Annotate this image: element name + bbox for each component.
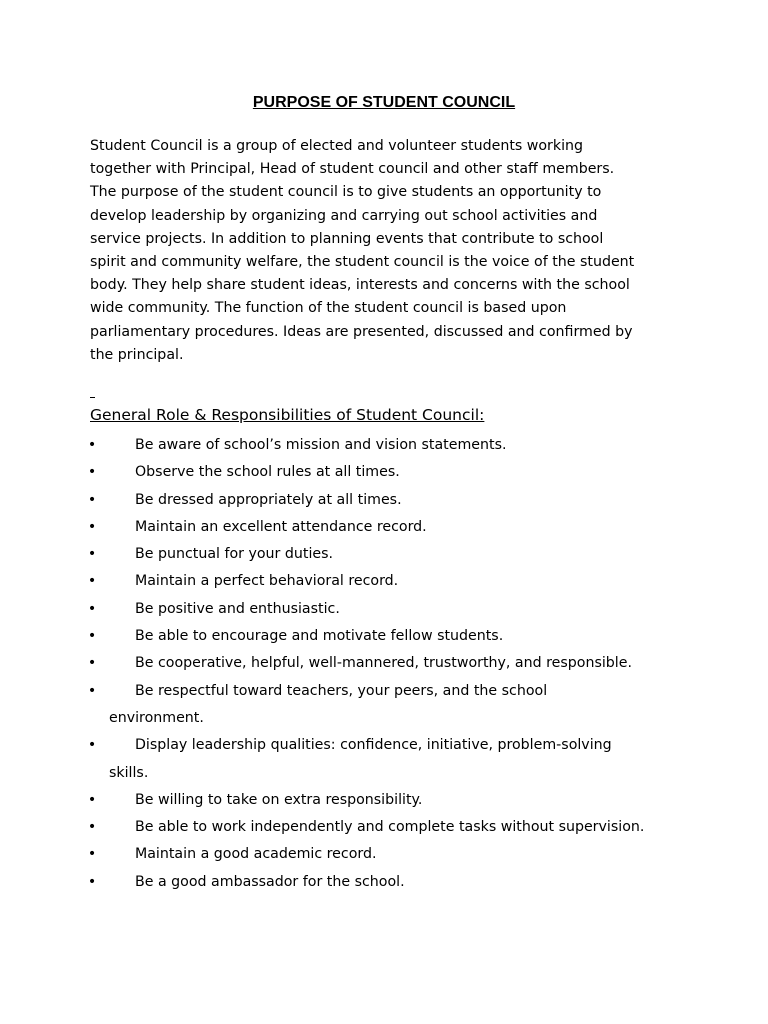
list-item-text-continuation: environment. [109,709,204,726]
decorative-mark [90,397,95,398]
list-item-text: Be able to work independently and complete tasks without supervision. [135,819,645,836]
bullet-icon: • [87,737,97,754]
list-item [0,596,768,623]
responsibilities-list [0,432,768,896]
intro-line: The purpose of the student council is to give students an opportunity to [90,184,602,201]
list-item-text: Be respectful toward teachers, your peers, and the school [135,682,548,699]
list-item-text: Be able to encourage and motivate fellow students. [135,628,504,645]
bullet-icon: • [87,819,97,836]
bullet-icon: • [87,846,97,863]
list-item [0,787,768,814]
list-item-text: Be aware of school’s mission and vision statements. [135,437,507,453]
bullet-icon: • [87,873,97,890]
bullet-icon: • [87,491,97,508]
bullet-icon: • [87,464,97,481]
list-item [0,814,768,841]
bullet-icon: • [87,546,97,563]
bullet-icon: • [87,655,97,672]
bullet-icon: • [87,600,97,617]
list-item [0,650,768,677]
list-item-text: Observe the school rules at all times. [135,464,400,481]
list-item-text: Be cooperative, helpful, well-mannered, trustworthy, and responsible. [135,655,632,672]
list-item [0,459,768,486]
intro-line: service projects. In addition to planning events that contribute to school [90,230,604,247]
intro-paragraph [90,135,690,367]
intro-line: Student Council is a group of elected and volunteer students working [90,138,584,154]
list-item [0,487,768,514]
list-item-text: Be a good ambassador for the school. [135,873,405,890]
bullet-icon: • [87,573,97,590]
list-item-text-continuation: skills. [109,764,149,781]
intro-line: together with Principal, Head of student council and other staff members. [90,161,615,178]
list-item-text: Maintain a perfect behavioral record. [135,573,399,590]
list-item-text: Be positive and enthusiastic. [135,600,340,617]
bullet-icon: • [87,791,97,808]
intro-line: wide community. The function of the student council is based upon [90,300,567,317]
list-item [0,732,768,787]
list-item [0,541,768,568]
list-item-text: Display leadership qualities: confidence, initiative, problem-solving [135,737,612,754]
bullet-icon: • [87,682,97,699]
list-item [0,514,768,541]
list-item-text: Maintain an excellent attendance record. [135,518,427,535]
list-item [0,678,768,733]
list-item-text: Be punctual for your duties. [135,546,334,563]
bullet-icon: • [87,437,97,453]
intro-line: develop leadership by organizing and carrying out school activities and [90,207,598,224]
list-item [0,623,768,650]
list-item-text: Be dressed appropriately at all times. [135,491,402,508]
list-item [0,869,768,896]
bullet-icon: • [87,518,97,535]
intro-line: parliamentary procedures. Ideas are presented, discussed and confirmed by [90,323,633,340]
intro-line: the principal. [90,346,184,363]
document-title: PURPOSE OF STUDENT COUNCIL [252,94,516,111]
bullet-icon: • [87,628,97,645]
list-item-text: Maintain a good academic record. [135,846,377,863]
list-item-text: Be willing to take on extra responsibility. [135,791,423,808]
list-item [0,841,768,868]
intro-line: spirit and community welfare, the student council is the voice of the student [90,254,635,271]
intro-line: body. They help share student ideas, interests and concerns with the school [90,277,630,294]
list-item [0,568,768,595]
list-item [0,432,768,459]
section-heading: General Role & Responsibilities of Student Council: [90,406,485,424]
